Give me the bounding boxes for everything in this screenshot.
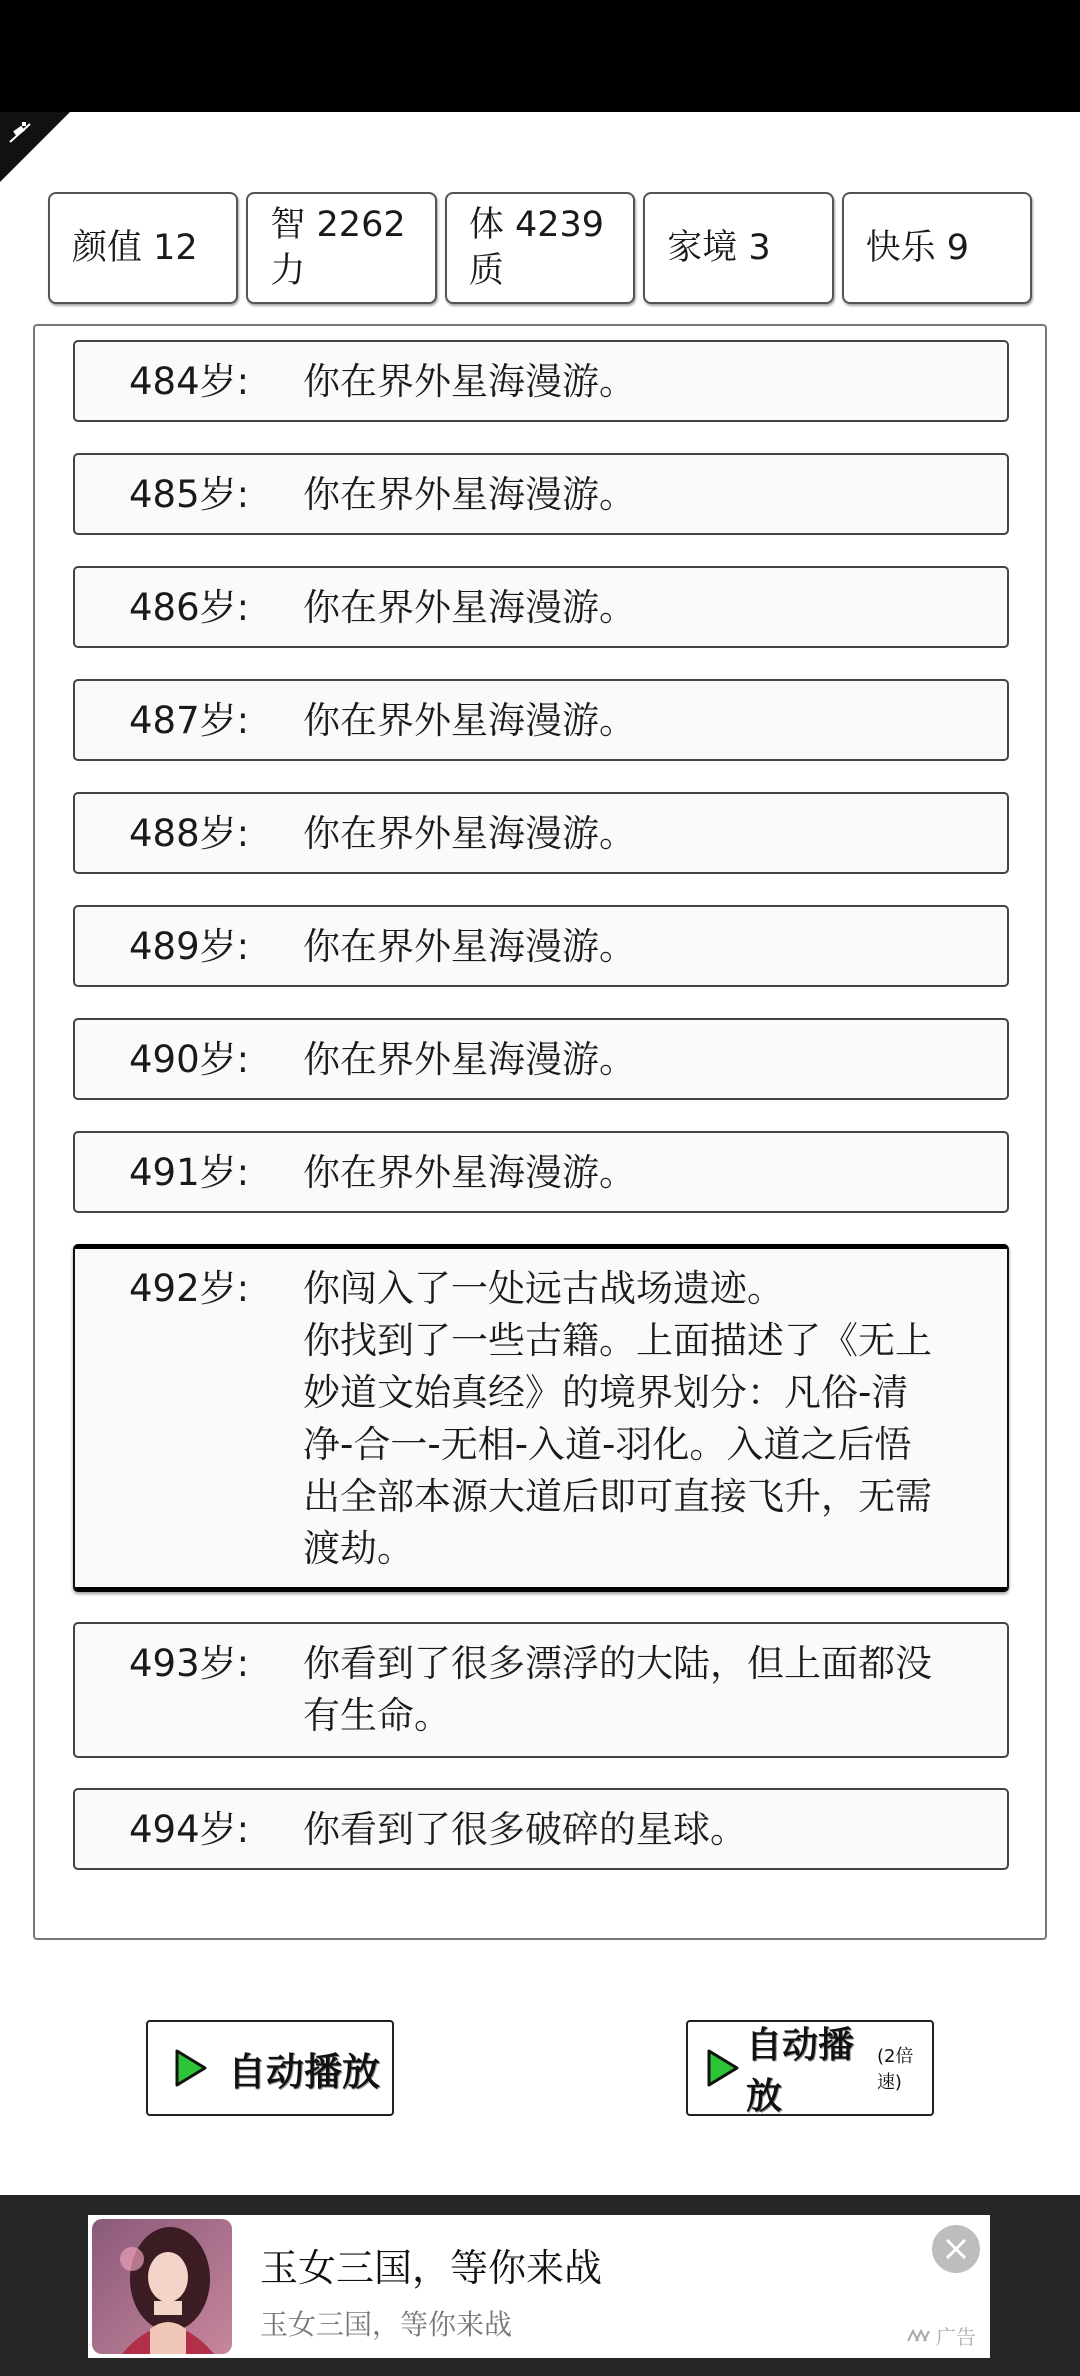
play-icon <box>174 2048 208 2088</box>
autoplay-fast-button[interactable]: 自动播放 (2倍速) <box>686 2020 934 2116</box>
log-age: 486岁: <box>129 586 250 629</box>
log-entry-highlighted <box>73 1244 1009 1592</box>
log-entry <box>73 453 1009 535</box>
log-age: 494岁: <box>129 1808 250 1851</box>
log-entry <box>73 1622 1009 1758</box>
ad-title[interactable]: 玉女三国，等你来战 <box>260 2246 603 2290</box>
stat-looks: 颜值 12 <box>48 192 238 304</box>
log-entry <box>73 792 1009 874</box>
log-age: 489岁: <box>129 925 250 968</box>
stats-bar <box>48 192 1032 304</box>
log-text: 你看到了很多漂浮的大陆，但上面都没有生命。 <box>303 1642 932 1737</box>
log-entry <box>73 1788 1009 1870</box>
log-entry <box>73 1131 1009 1213</box>
log-age: 492岁: <box>129 1267 250 1310</box>
log-age: 484岁: <box>129 360 250 403</box>
log-age: 488岁: <box>129 812 250 855</box>
ad-image[interactable] <box>92 2219 232 2354</box>
log-age: 487岁: <box>129 699 250 742</box>
log-text: 你闯入了一处远古战场遗迹。 你找到了一些古籍。上面描述了《无上妙道文始真经》的境界划分：凡俗-清净-合一-无相-入道-羽化。入道之后悟出全部本源大道后即可直接飞升，无需渡劫。 <box>303 1267 932 1570</box>
status-bar <box>0 0 1080 112</box>
ad-label: 广告 <box>906 2321 976 2350</box>
log-age: 490岁: <box>129 1038 250 1081</box>
ad-network-icon <box>906 2329 932 2343</box>
log-entry <box>73 340 1009 422</box>
stat-family: 家境 3 <box>643 192 833 304</box>
close-icon <box>943 2236 969 2262</box>
log-text: 你在界外星海漫游。 <box>303 925 636 968</box>
ad-close-button[interactable] <box>932 2225 980 2273</box>
log-age: 485岁: <box>129 473 250 516</box>
corner-badge <box>0 112 70 182</box>
log-text: 你在界外星海漫游。 <box>303 473 636 516</box>
life-log[interactable] <box>33 324 1047 1940</box>
ad-banner-bar <box>0 2195 1080 2376</box>
stat-happiness: 快乐 9 <box>842 192 1032 304</box>
log-text: 你看到了很多破碎的星球。 <box>303 1808 747 1851</box>
log-text: 你在界外星海漫游。 <box>303 1038 636 1081</box>
log-text: 你在界外星海漫游。 <box>303 360 636 403</box>
log-text: 你在界外星海漫游。 <box>303 1151 636 1194</box>
log-text: 你在界外星海漫游。 <box>303 699 636 742</box>
ad-subtitle: 玉女三国，等你来战 <box>260 2308 513 2341</box>
log-text: 你在界外星海漫游。 <box>303 586 636 629</box>
log-age: 491岁: <box>129 1151 250 1194</box>
log-text: 你在界外星海漫游。 <box>303 812 636 855</box>
satellite-icon <box>0 112 70 182</box>
log-entry <box>73 679 1009 761</box>
play-icon <box>706 2048 740 2088</box>
ad-character-image <box>92 2219 232 2354</box>
stat-physique: 体 4239质 <box>445 192 635 304</box>
stat-intelligence: 智 2262力 <box>246 192 436 304</box>
autoplay-button[interactable]: 自动播放 <box>146 2020 394 2116</box>
ad-banner[interactable] <box>88 2215 990 2358</box>
log-entry <box>73 566 1009 648</box>
log-age: 493岁: <box>129 1642 250 1685</box>
log-entry <box>73 1018 1009 1100</box>
log-entry <box>73 905 1009 987</box>
